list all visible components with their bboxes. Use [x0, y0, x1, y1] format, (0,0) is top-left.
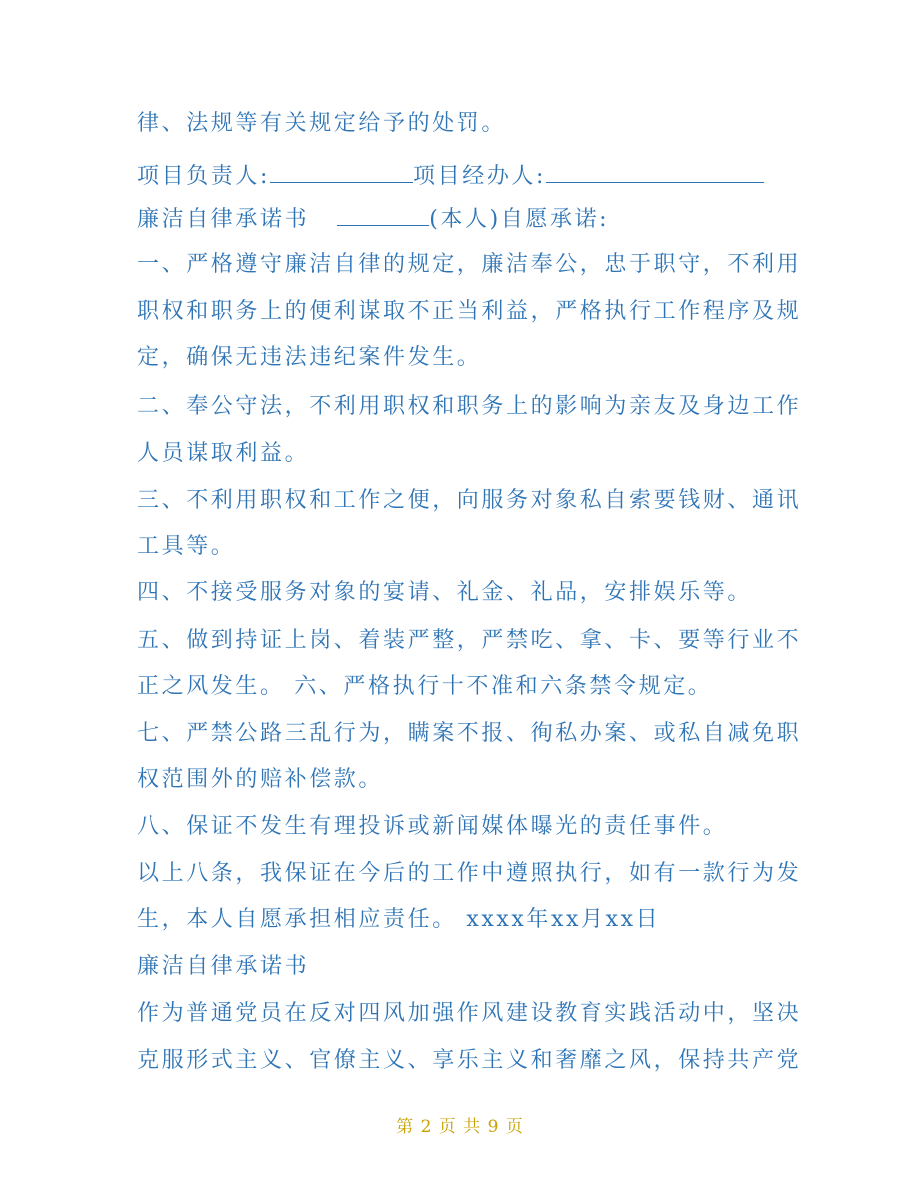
text-line: 以上八条，我保证在今后的工作中遵照执行，如有一款行为发 — [137, 861, 802, 886]
text-line: 律、法规等有关规定给予的处罚。 — [137, 111, 507, 136]
project-leader-label: 项目负责人: — [137, 164, 271, 189]
text-line: 作为普通党员在反对四风加强作风建设教育实践活动中，坚决 — [137, 1001, 802, 1026]
text-line: 定，确保无违法违纪案件发生。 — [137, 345, 482, 370]
text-line: 正之风发生。 六、严格执行十不准和六条禁令规定。 — [137, 674, 713, 699]
text-line: 工具等。 — [137, 534, 236, 559]
page-footer: 第 2 页 共 9 页 — [396, 1117, 524, 1137]
text-line: 三、不利用职权和工作之便，向服务对象私自索要钱财、通讯 — [137, 488, 802, 513]
text-line: 一、严格遵守廉洁自律的规定，廉洁奉公，忠于职守，不利用 — [137, 252, 802, 277]
text-line: 职权和职务上的便利谋取不正当利益，严格执行工作程序及规 — [137, 299, 802, 324]
project-handler-blank — [546, 160, 764, 183]
project-leader-blank — [270, 160, 413, 183]
text-line: 五、做到持证上岗、着装严整，严禁吃、拿、卡、要等行业不 — [137, 628, 802, 653]
current-page-number: 2 — [420, 1117, 433, 1137]
text-line: 七、严禁公路三乱行为，瞒案不报、徇私办案、或私自减免职 — [137, 721, 802, 746]
text-line: 人员谋取利益。 — [137, 441, 310, 466]
pledge-title: 廉洁自律承诺书 — [137, 207, 310, 232]
text-line: 克服形式主义、官僚主义、享乐主义和奢靡之风，保持共产党 — [137, 1048, 802, 1073]
pledge-line — [137, 203, 609, 235]
text-line: 四、不接受服务对象的宴请、礼金、礼品，安排娱乐等。 — [137, 580, 753, 605]
text-line: 生，本人自愿承担相应责任。 xxxx年xx月xx日 — [137, 907, 661, 932]
total-pages-number: 9 — [487, 1117, 500, 1137]
pledger-name-blank — [337, 203, 429, 226]
pledge-suffix: (本人)自愿承诺: — [429, 207, 610, 232]
project-handler-label: 项目经办人: — [413, 164, 547, 189]
text-line: 二、奉公守法，不利用职权和职务上的影响为亲友及身边工作 — [137, 394, 802, 419]
signature-line — [137, 160, 764, 192]
text-line: 权范围外的赔补偿款。 — [137, 767, 384, 792]
text-line: 八、保证不发生有理投诉或新闻媒体曝光的责任事件。 — [137, 814, 728, 839]
section-heading: 廉洁自律承诺书 — [137, 954, 310, 979]
